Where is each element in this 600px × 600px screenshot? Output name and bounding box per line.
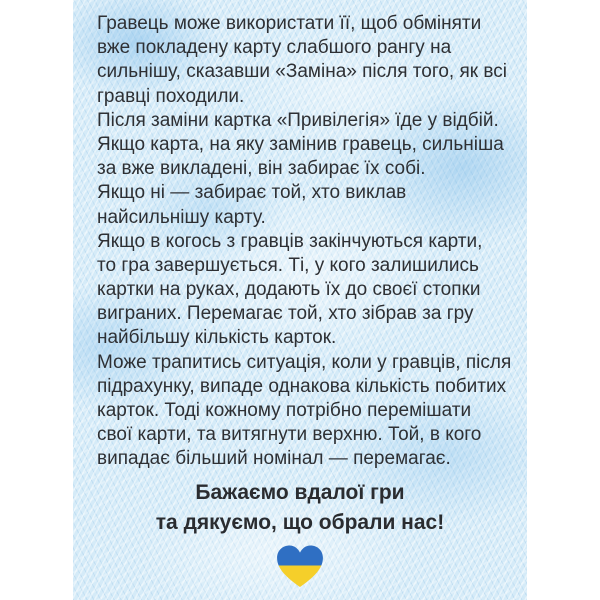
rules-text-line: Якщо в когось з гравців закінчуються карти, bbox=[97, 230, 483, 252]
rules-text-line: найсильнішу карту. bbox=[97, 206, 266, 228]
rules-text-line: підрахунку, випаде однакова кількість побитих bbox=[97, 375, 507, 397]
rules-text-line: виграних. Перемагає той, хто зібрав за гру bbox=[97, 303, 474, 325]
closing-message bbox=[73, 478, 527, 538]
rules-text-line: гравці походили. bbox=[97, 85, 245, 107]
rules-text-line: Після заміни картка «Привілегія» їде у відбій. bbox=[97, 109, 499, 131]
instruction-card bbox=[73, 0, 527, 600]
rules-text-line: Якщо карта, на яку замінив гравець, сильніша bbox=[97, 133, 504, 155]
rules-text-line: карток. Тоді кожному потрібно перемішати bbox=[97, 400, 472, 421]
closing-message-line: Бажаємо вдалої гри bbox=[195, 481, 405, 504]
rules-text-line: сильнішу, сказавши «Заміна» після того, як всі bbox=[97, 61, 507, 83]
rules-text bbox=[97, 12, 522, 472]
rules-text-line: найбільшу кількість карток. bbox=[97, 327, 337, 349]
rules-text-line: свої карти, та витягнути верхню. Той, в кого bbox=[97, 424, 482, 446]
rules-text-line: картки на руках, додають їх до своєї стопки bbox=[97, 279, 481, 301]
rules-text-line: за вже викладені, він забирає їх собі. bbox=[97, 158, 426, 180]
rules-text-line: вже покладену карту слабшого рангу на bbox=[97, 37, 452, 59]
ukraine-heart-icon bbox=[276, 545, 324, 588]
closing-message-line: та дякуємо, що обрали нас! bbox=[155, 511, 445, 534]
rules-text-line: випадає більший номінал — перемагає. bbox=[97, 448, 451, 470]
rules-text-line: Якщо ні — забирає той, хто виклав bbox=[97, 182, 407, 204]
rules-text-line: Може трапитись ситуація, коли у гравців, після bbox=[97, 351, 512, 373]
heart-icon bbox=[276, 545, 324, 588]
rules-text-line: Гравець може використати її, щоб обміняти bbox=[97, 13, 482, 34]
rules-text-line: то гра завершується. Ті, у кого залишились bbox=[97, 254, 479, 276]
